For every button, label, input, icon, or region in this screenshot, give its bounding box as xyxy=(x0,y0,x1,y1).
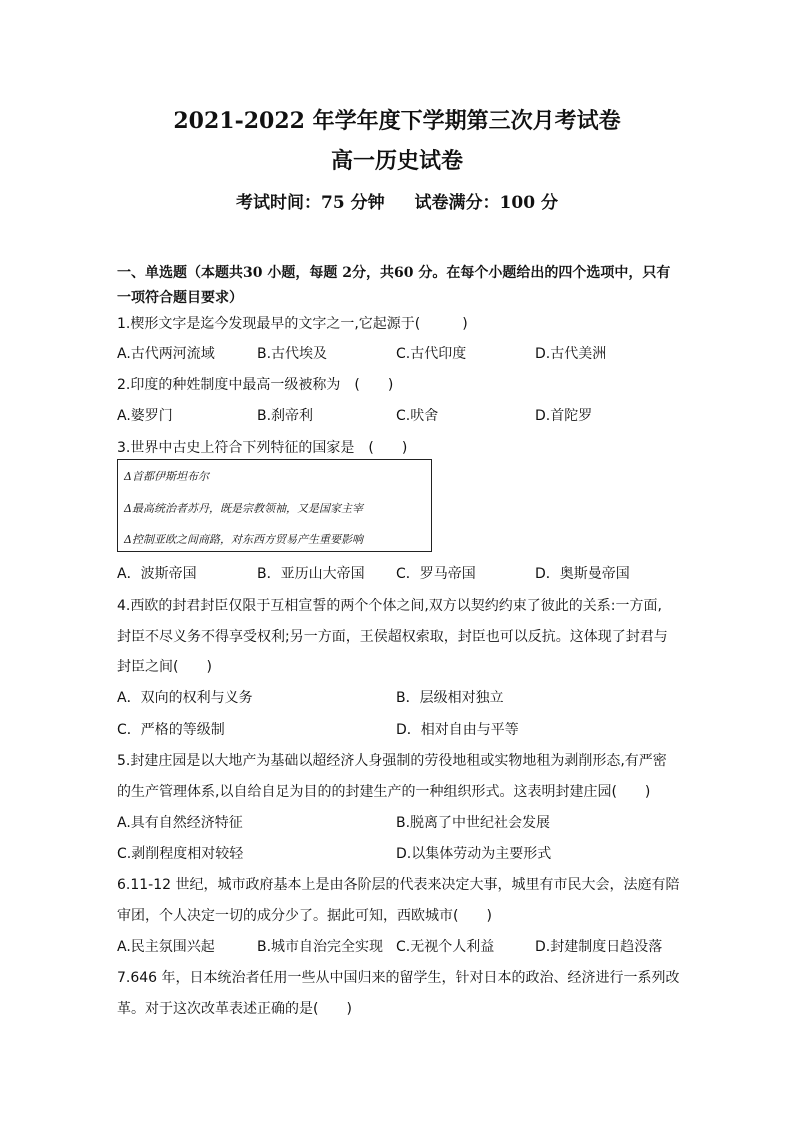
q3-option-d[interactable]: D．奥斯曼帝国 xyxy=(535,566,630,582)
question-5-stem-line1: 5.封建庄园是以大地产为基础以超经济人身强制的劳役地租或实物地租为剥削形态,有严密 xyxy=(117,753,667,769)
exam-time: 考试时间：75 分钟 xyxy=(236,193,385,213)
exam-title: 2021-2022 年学年度下学期第三次月考试卷 xyxy=(173,108,621,134)
question-3-stem: 3.世界中古史上符合下列特征的国家是 ( ) xyxy=(117,440,408,456)
question-6-stem-line1: 6.11-12 世纪，城市政府基本上是由各阶层的代表来决定大事，城里有市民大会，法庭有陪 xyxy=(117,877,680,893)
question-7-stem-line1: 7.646 年，日本统治者任用一些从中国归来的留学生，针对日本的政治、经济进行一系列改 xyxy=(117,970,680,986)
q5-option-b[interactable]: B.脱离了中世纪社会发展 xyxy=(396,815,551,831)
question-6-stem-line2: 审团，个人决定一切的成分少了。据此可知，西欧城市( ) xyxy=(117,908,492,924)
q4-option-a[interactable]: A．双向的权利与义务 xyxy=(117,690,253,706)
q1-option-c[interactable]: C.古代印度 xyxy=(396,346,467,362)
q3-option-c[interactable]: C．罗马帝国 xyxy=(396,566,476,582)
q2-option-d[interactable]: D.首陀罗 xyxy=(535,408,593,424)
section-heading-line2: 一项符合题目要求） xyxy=(117,290,243,306)
exam-subtitle: 高一历史试卷 xyxy=(330,148,463,174)
q1-option-b[interactable]: B.古代埃及 xyxy=(257,346,328,362)
q4-option-c[interactable]: C．严格的等级制 xyxy=(117,722,225,738)
question-4-stem-line1: 4.西欧的封君封臣仅限于互相宣誓的两个个体之间,双方以契约约束了彼此的关系:一方面, xyxy=(117,598,662,614)
full-score: 试卷满分：100 分 xyxy=(414,193,558,213)
q6-option-d[interactable]: D.封建制度日趋没落 xyxy=(535,939,663,955)
q5-option-c[interactable]: C.剥削程度相对较轻 xyxy=(117,846,244,862)
q4-option-d[interactable]: D．相对自由与平等 xyxy=(396,722,519,738)
section-heading-line1: 一、单选题（本题共30 小题，每题 2分，共60 分。在每个小题给出的四个选项中，只有 xyxy=(117,265,671,281)
q2-option-b[interactable]: B.刹帝利 xyxy=(257,408,314,424)
q6-option-c[interactable]: C.无视个人利益 xyxy=(396,939,495,955)
q6-option-a[interactable]: A.民主氛围兴起 xyxy=(117,939,215,955)
q3-option-a[interactable]: A．波斯帝国 xyxy=(117,566,197,582)
question-5-stem-line2: 的生产管理体系,以自给自足为目的的封建生产的一种组织形式。这表明封建庄园( ) xyxy=(117,784,651,800)
q2-option-c[interactable]: C.吠舍 xyxy=(396,408,439,424)
q1-option-a[interactable]: A.古代两河流域 xyxy=(117,346,215,362)
q5-option-a[interactable]: A.具有自然经济特征 xyxy=(117,815,243,831)
q2-option-a[interactable]: A.婆罗门 xyxy=(117,408,173,424)
question-1-stem: 1.楔形文字是迄今发现最早的文字之一,它起源于( ) xyxy=(117,316,468,332)
q5-option-d[interactable]: D.以集体劳动为主要形式 xyxy=(396,846,552,862)
q3-feature-box xyxy=(117,459,432,552)
question-4-stem-line3: 封臣之间( ) xyxy=(117,659,212,675)
q3-feature-1: Δ首都伊斯坦布尔 xyxy=(124,470,209,483)
question-4-stem-line2: 封臣不尽义务不得享受权利;另一方面，王侯超权索取，封臣也可以反抗。这体现了封君与 xyxy=(117,629,668,645)
q3-feature-2: Δ最高统治者苏丹，既是宗教领袖，又是国家主宰 xyxy=(124,502,363,515)
q4-option-b[interactable]: B．层级相对独立 xyxy=(396,690,504,706)
exam-info xyxy=(0,188,794,213)
q3-option-b[interactable]: B．亚历山大帝国 xyxy=(257,566,365,582)
question-2-stem: 2.印度的种姓制度中最高一级被称为 ( ) xyxy=(117,377,394,393)
q3-feature-3: Δ控制亚欧之间商路，对东西方贸易产生重要影响 xyxy=(124,533,363,546)
q1-option-d[interactable]: D.古代美洲 xyxy=(535,346,607,362)
question-7-stem-line2: 革。对于这次改革表述正确的是( ) xyxy=(117,1001,352,1017)
q6-option-b[interactable]: B.城市自治完全实现 xyxy=(257,939,384,955)
